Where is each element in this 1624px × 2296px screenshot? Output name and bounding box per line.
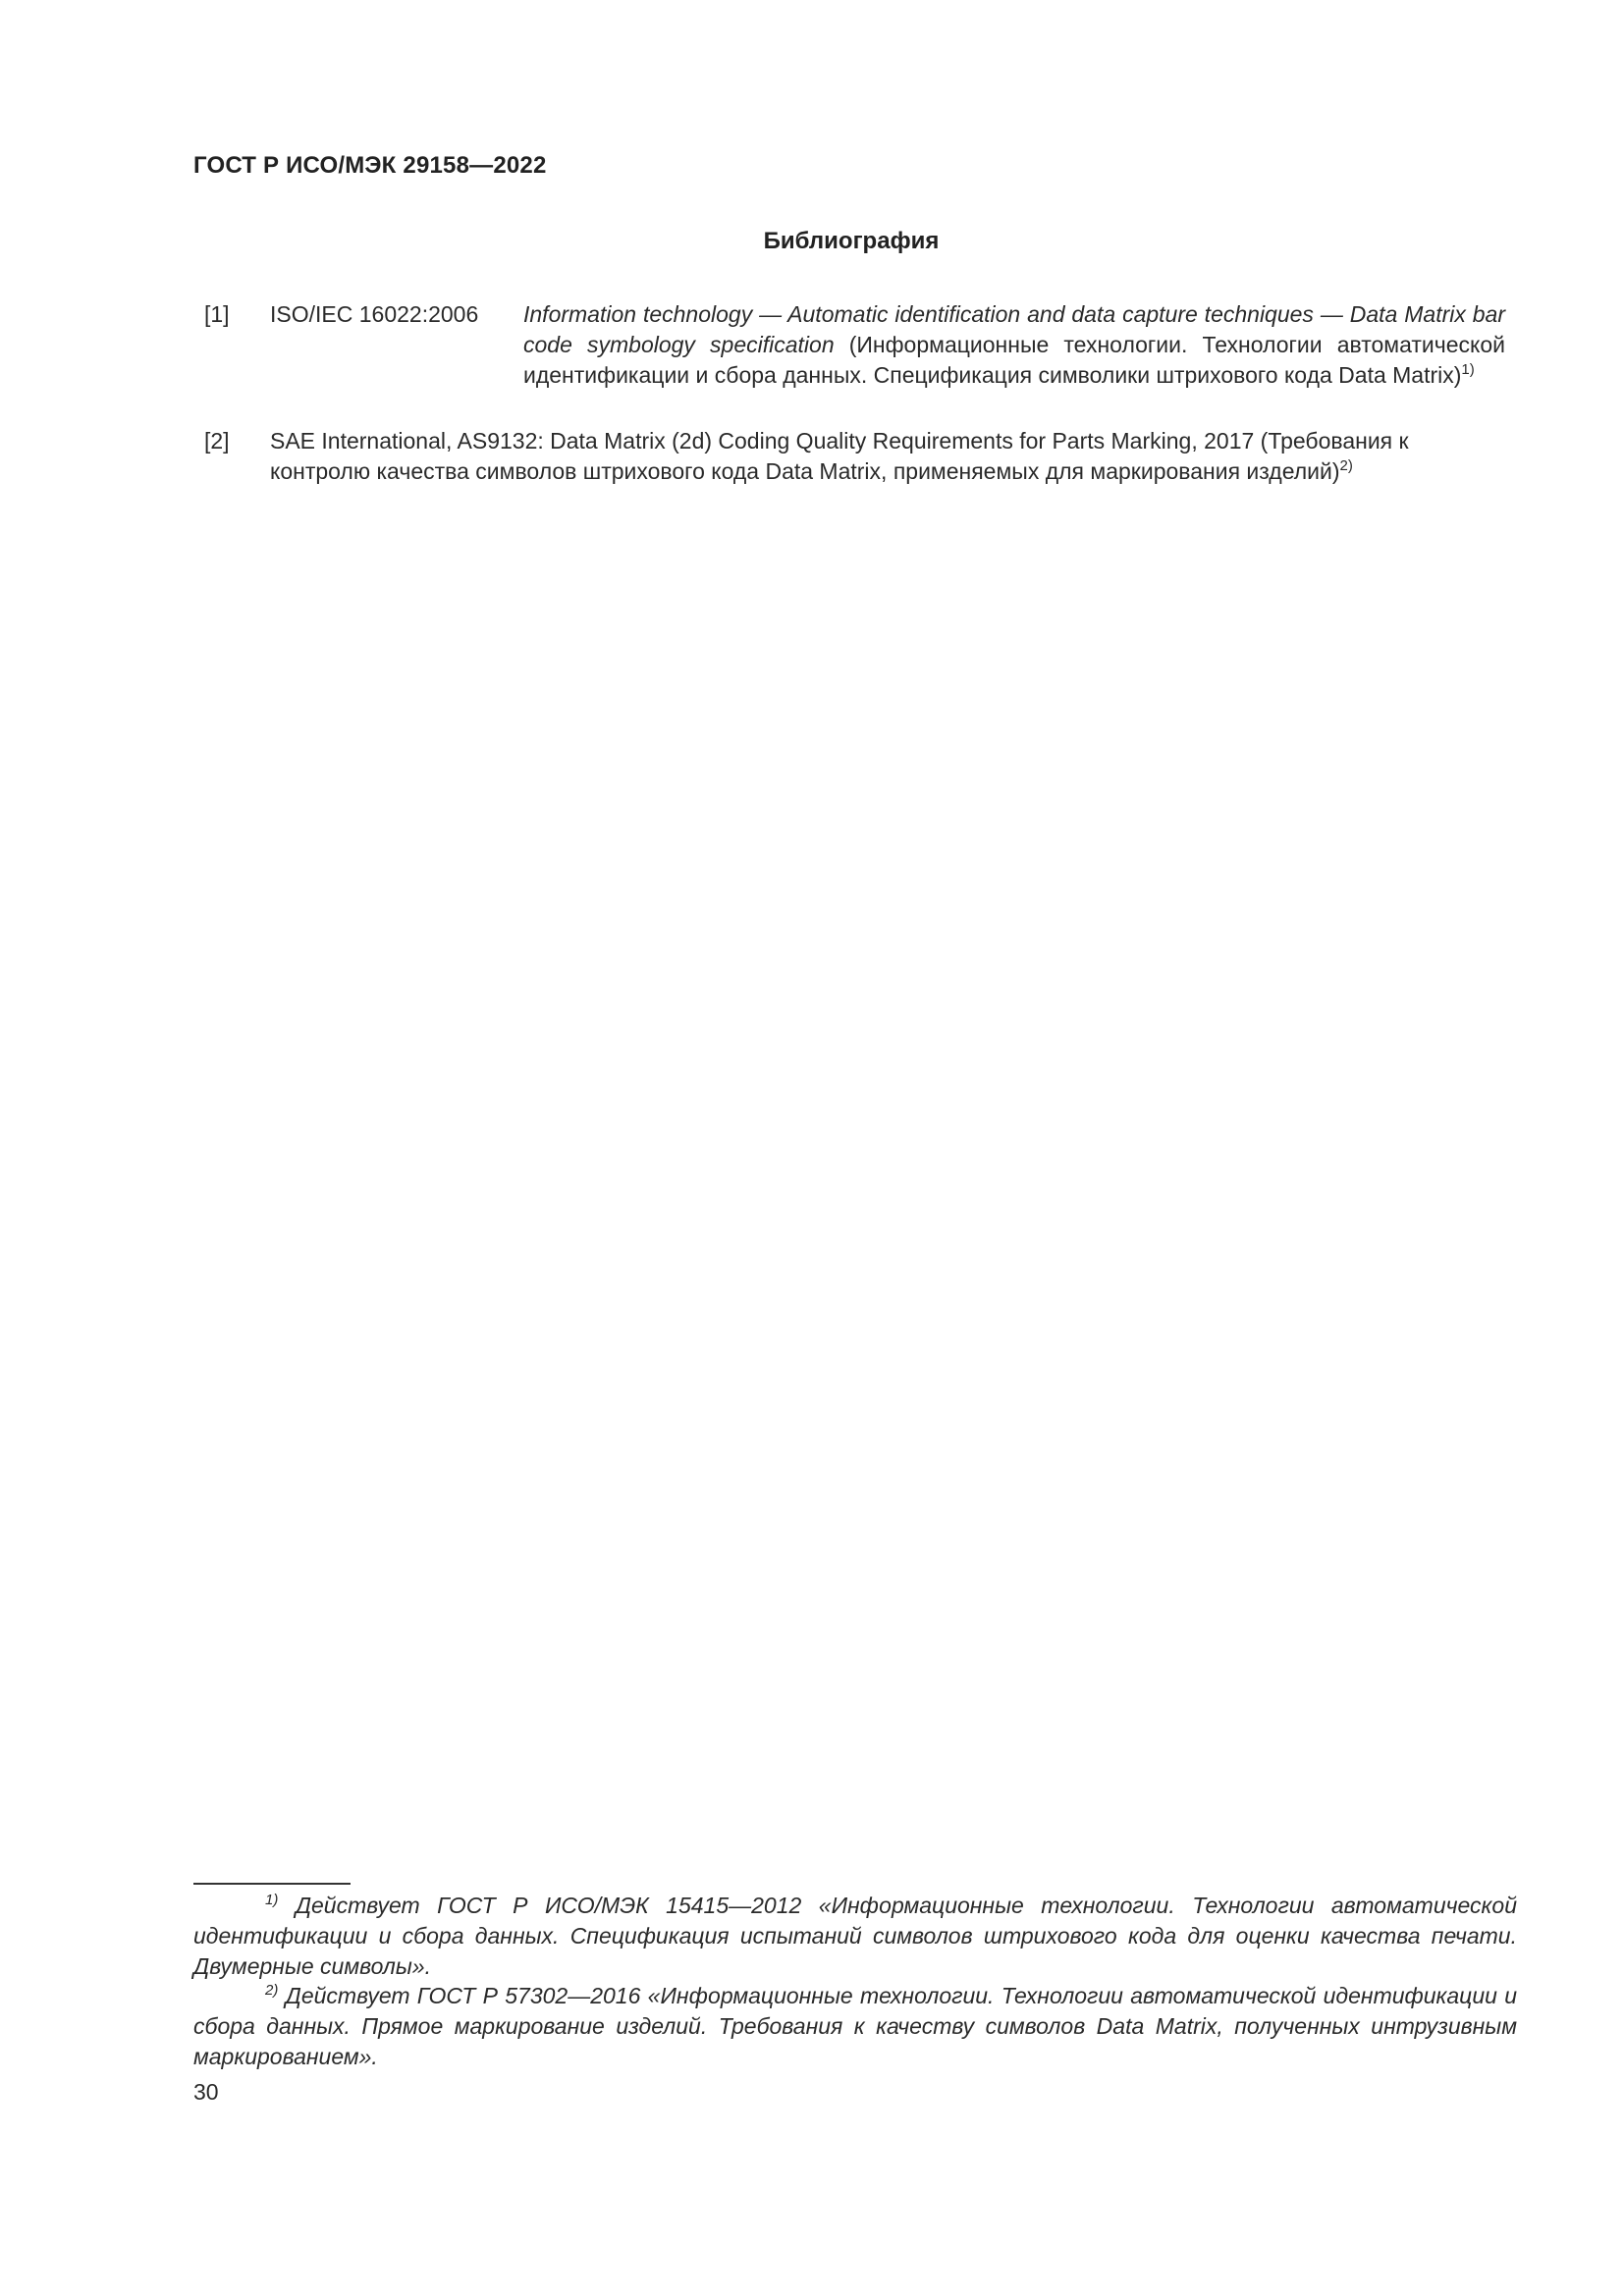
entry-text xyxy=(270,426,1505,487)
footnote-text: Действует ГОСТ Р ИСО/МЭК 15415—2012 «Информационные технологии. Технологии автоматической идентификации и сбора данных. Спецификация испытаний символов штрихового кода для оценки качества печати. Двумерные символы». xyxy=(193,1893,1517,1979)
entry-body: SAE International, AS9132: Data Matrix (2d) Coding Quality Requirements for Parts Marking, 2017 (Требования к контролю качества символов штрихового кода Data Matrix, применяемых для маркирования изделий) xyxy=(270,428,1409,484)
entry-number: [2] xyxy=(204,428,230,454)
footnote-mark: 1) xyxy=(265,1892,279,1908)
entry-text xyxy=(523,299,1505,391)
footnote-separator xyxy=(193,1883,351,1885)
section-title: Библиография xyxy=(763,228,940,254)
footnote-text: Действует ГОСТ Р 57302—2016 «Информационные технологии. Технологии автоматической идентификации и сбора данных. Прямое маркирование изделий. Требования к качеству символов Data Matrix, полученных интрузивным маркированием». xyxy=(193,1983,1517,2069)
footnote xyxy=(193,1981,1517,2072)
entry-translation: (Информационные технологии. Технологии автоматической идентификации и сбора данных. Спецификация символики штрихового кода Data Matrix) xyxy=(523,332,1505,388)
entry-number: [1] xyxy=(204,301,230,327)
entry-title-en: Information technology — Automatic identification and data capture techniques — Data Matrix bar code symbology specification xyxy=(523,301,1505,357)
footnote-ref: 1) xyxy=(1461,361,1475,378)
footnote xyxy=(193,1891,1517,1982)
document-header: ГОСТ Р ИСО/МЭК 29158—2022 xyxy=(193,152,547,179)
entry-code: ISO/IEC 16022:2006 xyxy=(270,301,479,327)
footnote-ref: 2) xyxy=(1339,457,1353,474)
footnote-mark: 2) xyxy=(265,1982,279,1999)
page-number: 30 xyxy=(193,2079,219,2105)
